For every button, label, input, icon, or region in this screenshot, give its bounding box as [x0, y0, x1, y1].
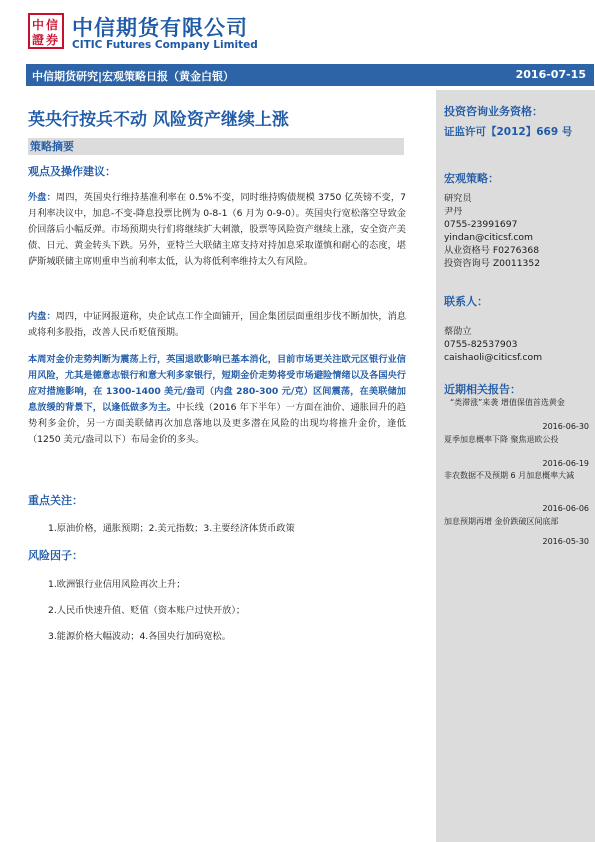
citic-logo [28, 13, 64, 49]
analyst-name: 尹丹 [444, 206, 463, 217]
analyst-advisory-license: 投资咨询号 Z0011352 [444, 258, 541, 269]
contact-email[interactable]: caishaoli@citicsf.com [444, 352, 543, 363]
company-name-cn: 中信期货有限公司 [72, 16, 248, 40]
contact-heading: 联系人： [444, 295, 488, 308]
contact-phone: 0755-82537903 [444, 339, 518, 350]
paragraph-body: 周四，英国央行维持基准利率在 0.5%不变，同时维持购债规模 3750 亿英镑不变，7 月利率决议中，加息-不变-降息投票比例为 0-8-1（6 月为 0-9-0）。英国央行宽松落空导致金价回落后小幅反弹。市场预期央行们将继续扩大刺激，股票等风险资产继续上涨，安全资产美债、日元、黄金转头下跌。另外，亚特兰大联储主席支持对持加息采取谨慎和耐心的态度，堪萨斯城联储主席则重申当前利率太低，认为将低利率维持太久有风险。 [28, 192, 407, 267]
paragraph-lead: 外盘： [28, 192, 56, 203]
report-link[interactable]: 夏季加息概率下降 聚焦退欧公投 [444, 435, 559, 444]
report-date: 2016-07-15 [515, 68, 586, 81]
risk-heading: 风险因子： [28, 549, 83, 562]
license-number: 证监许可【2012】669 号 [444, 126, 573, 138]
report-link[interactable]: 非农数据不及预期 6 月加息概率大减 [444, 471, 575, 480]
report-header [0, 0, 595, 62]
svg-text:證: 證 [32, 33, 45, 47]
report-date: 2016-06-30 [542, 422, 589, 431]
report-date: 2016-05-30 [542, 537, 589, 546]
license-heading: 投资咨询业务资格： [444, 105, 543, 118]
report-link[interactable]: 加息预期再增 金价跌破区间底部 [444, 517, 559, 526]
view-heading: 观点及操作建议： [28, 165, 116, 178]
risk-item: 1.欧洲银行业信用风险再次上升； [48, 579, 186, 590]
report-link[interactable]: “类滞涨”来袭 增值保值首选黄金 [450, 398, 565, 407]
report-title-bar [26, 64, 594, 86]
analyst-practice-license: 从业资格号 F0276368 [444, 245, 540, 256]
section-strategy-summary: 策略摘要 [28, 138, 404, 155]
analyst-phone: 0755-23991697 [444, 219, 518, 230]
focus-item: 1.原油价格，通胀预期；2.美元指数；3.主要经济体货币政策 [48, 523, 295, 534]
svg-text:信: 信 [46, 18, 59, 32]
paragraph-bold-view: 本周对金价走势判断为震荡上行，英国退欧影响已基本消化，目前市场更关注欧元区银行业信用风险，尤其是德意志银行和意大利多家银行，短期金价走势将受市场避险情绪以及各国央行应对措施影响，在 1300-1400 美元/盎司（内盘 280-300 元/克）区间震荡，在美联储加息放缓的背景下，以逢低做多为主。 [28, 354, 406, 413]
paragraph-domestic [28, 309, 406, 341]
page-title: 英央行按兵不动 风险资产继续上涨 [28, 110, 289, 130]
paragraph-body: 周四，中证网报道称，央企试点工作全面铺开，国企集团层面重组步伐不断加快，消息或将利多股指，改善人民币贬值预期。 [28, 311, 407, 338]
analyst-role: 研究员 [444, 193, 472, 204]
contact-name: 蔡劭立 [444, 326, 472, 337]
report-date: 2016-06-06 [542, 504, 589, 513]
svg-text:券: 券 [46, 33, 59, 47]
risk-item: 2.人民币快速升值、贬值（资本账户过快开放）； [48, 605, 246, 616]
svg-text:中: 中 [32, 18, 45, 32]
focus-heading: 重点关注： [28, 494, 83, 507]
analyst-email[interactable]: yindan@citicsf.com [444, 232, 533, 243]
report-series-label: 中信期货研究|宏观策略日报（黄金白银） [32, 70, 235, 83]
risk-item: 3.能源价格大幅波动；4.各国央行加码宽松。 [48, 631, 231, 642]
company-name-en: CITIC Futures Company Limited [72, 39, 258, 51]
recent-reports-heading: 近期相关报告： [444, 383, 521, 396]
paragraph-overseas [28, 190, 406, 270]
report-date: 2016-06-19 [542, 459, 589, 468]
paragraph-lead: 内盘： [28, 311, 56, 322]
paragraph-outlook [28, 352, 406, 448]
macro-strategy-heading: 宏观策略： [444, 172, 499, 185]
paragraph-body: 中长线（2016 年下半年）一方面在油价、通胀回升的趋势利多金价，另一方面美联储再次加息落地以及更多潜在风险的出现均将推升金价，逢低（1250 美元/盎司以下）布局金价的多头。 [28, 402, 406, 445]
logo-glyph-icon [30, 15, 62, 47]
